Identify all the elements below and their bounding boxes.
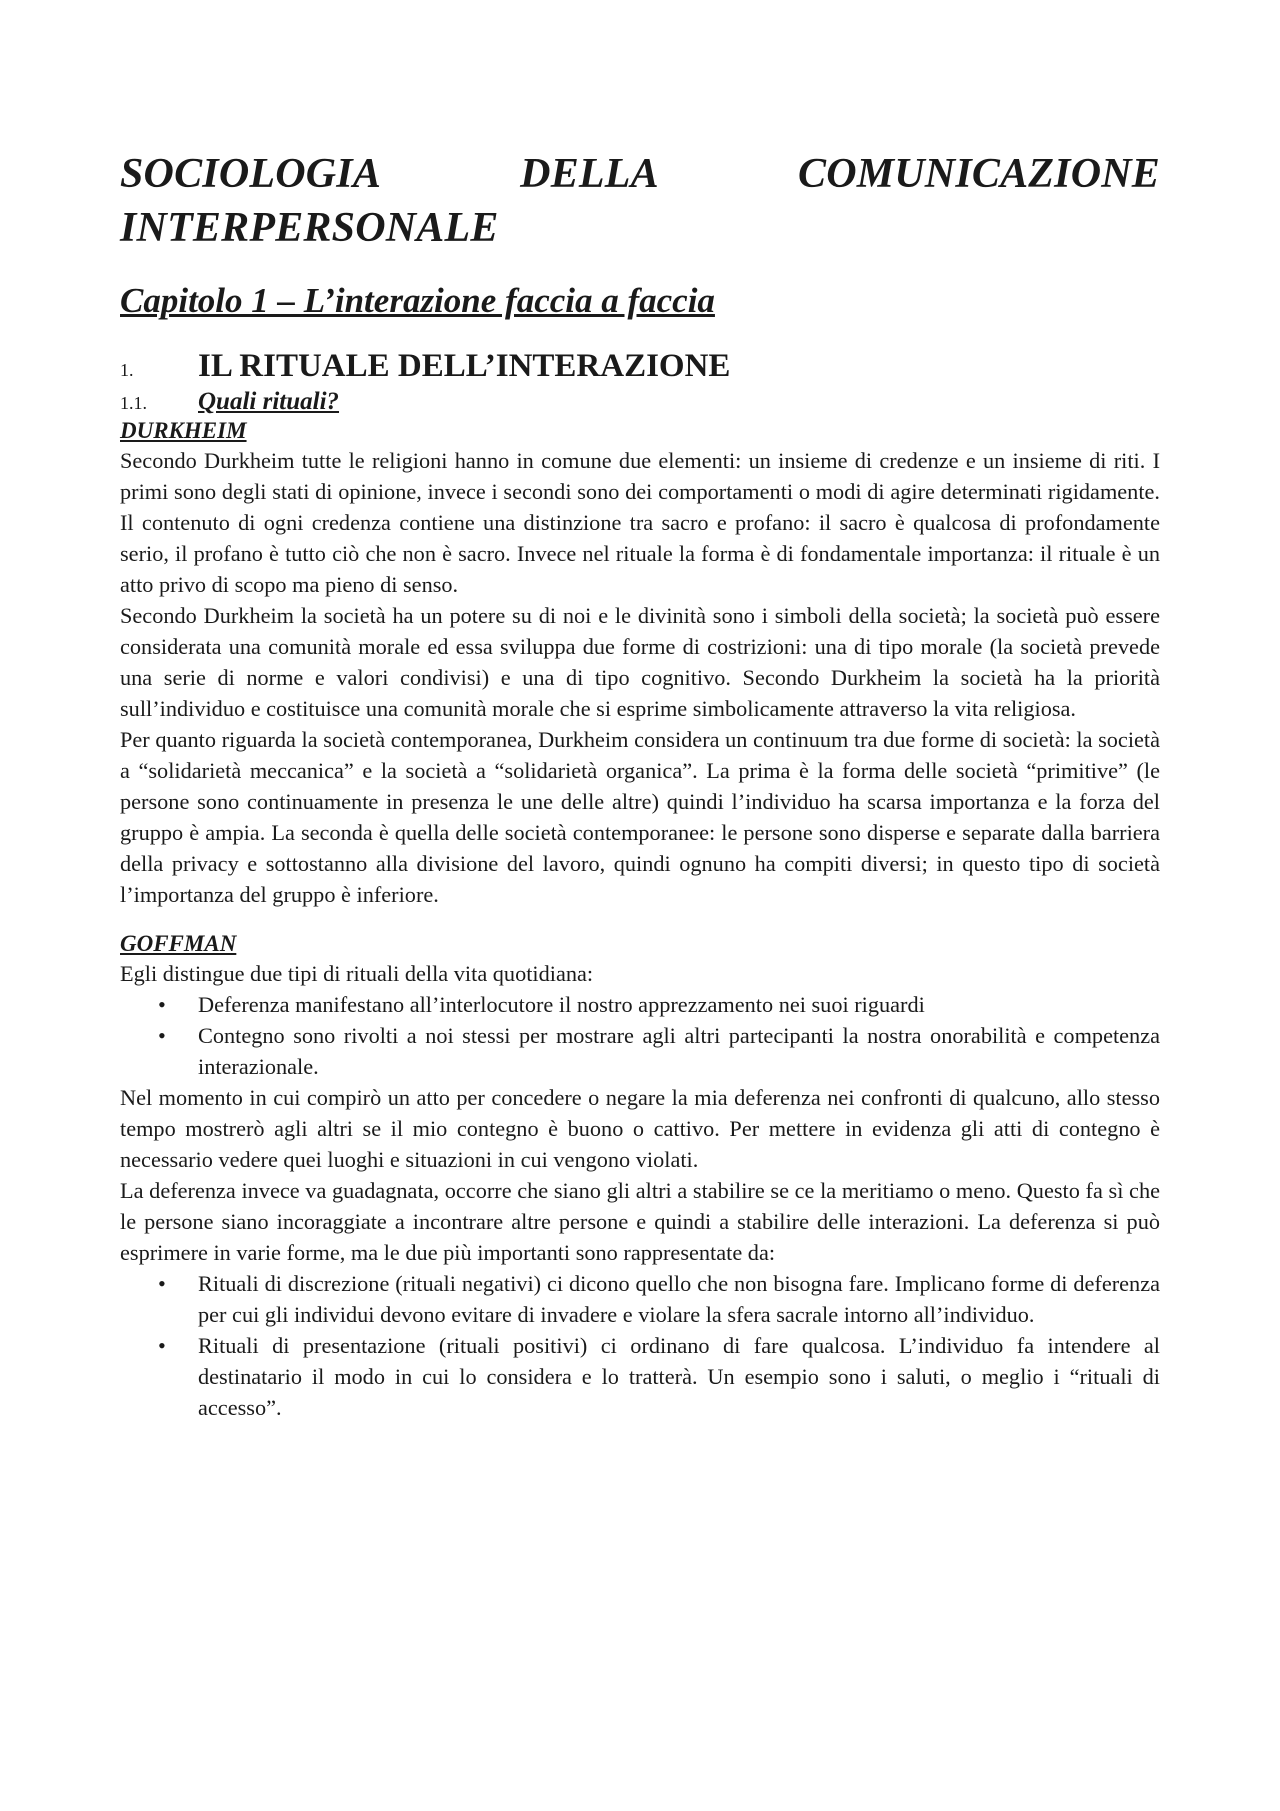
author-heading-durkheim: DURKHEIM [120, 418, 247, 443]
bullet-icon: • [158, 1271, 166, 1296]
list-item [120, 1020, 1160, 1082]
section-heading [120, 345, 1160, 387]
list-item [120, 1330, 1160, 1423]
paragraph: Per quanto riguarda la società contemporanea, Durkheim considera un continuum tra due forme di società: la società a “solidarietà meccanica” e la società a “solidarietà organica”. La prima è la forma delle società “primitive” (le persone sono continuamente in presenza le une delle altre) quindi l’individuo ha scarsa importanza e la forza del gruppo è ampia. La seconda è quella delle società contemporanee: le persone sono disperse e separate dalla barriera della privacy e sottostanno alla divisione del lavoro, quindi ognuno ha compiti diversi; in questo tipo di società l’importanza del gruppo è inferiore. [120, 727, 1160, 907]
section-title: IL RITUALE DELL’INTERAZIONE [198, 348, 731, 384]
bullet-list [120, 989, 1160, 1082]
subsection-number: 1.1. [120, 393, 147, 413]
bullet-list [120, 1268, 1160, 1423]
list-item-text: Contegno sono rivolti a noi stessi per mostrare agli altri partecipanti la nostra onorabilità e competenza interazionale. [198, 1023, 1160, 1079]
list-item-text: Rituali di presentazione (rituali positivi) ci ordinano di fare qualcosa. L’individuo fa intendere al destinatario il modo in cui lo considera e lo tratterà. Un esempio sono i saluti, o meglio i “rituali di accesso”. [198, 1333, 1160, 1420]
chapter-title: Capitolo 1 – L’interazione faccia a faccia [120, 281, 715, 320]
paragraph: Secondo Durkheim la società ha un potere su di noi e le divinità sono i simboli della società; la società può essere considerata una comunità morale ed essa sviluppa due forme di costrizioni: una di tipo morale (la società prevede una serie di norme e valori condivisi) e una di tipo cognitivo. Secondo Durkheim la società ha la priorità sull’individuo e costituisce una comunità morale che si esprime simbolicamente attraverso la vita religiosa. [120, 603, 1160, 721]
paragraph: Secondo Durkheim tutte le religioni hanno in comune due elementi: un insieme di credenze e un insieme di riti. I primi sono degli stati di opinione, invece i secondi sono dei comportamenti o modi di agire determinati rigidamente. Il contenuto di ogni credenza contiene una distinzione tra sacro e profano: il sacro è qualcosa di profondamente serio, il profano è tutto ciò che non è sacro. Invece nel rituale la forma è di fondamentale importanza: il rituale è un atto privo di scopo ma pieno di senso. [120, 448, 1160, 597]
subsection-heading [120, 387, 1160, 417]
list-item-text: Deferenza manifestano all’interlocutore il nostro apprezzamento nei suoi riguardi [198, 992, 925, 1017]
list-item [120, 989, 1160, 1020]
bullet-icon: • [158, 1333, 166, 1358]
document-title: SOCIOLOGIA DELLA COMUNICAZIONE INTERPERSONALE [120, 151, 1160, 251]
bullet-icon: • [158, 1023, 166, 1048]
list-item-text: Rituali di discrezione (rituali negativi) ci dicono quello che non bisogna fare. Implicano forme di deferenza per cui gli individui devono evitare di invadere e violare la sfera sacrale intorno all’individuo. [198, 1271, 1160, 1327]
author-heading-goffman: GOFFMAN [120, 931, 237, 956]
list-item [120, 1268, 1160, 1330]
bullet-icon: • [158, 992, 166, 1017]
paragraph: Egli distingue due tipi di rituali della vita quotidiana: [120, 961, 594, 986]
subsection-title: Quali rituali? [198, 388, 340, 415]
paragraph: Nel momento in cui compirò un atto per concedere o negare la mia deferenza nei confronti di qualcuno, allo stesso tempo mostrerò agli altri se il mio contegno è buono o cattivo. Per mettere in evidenza gli atti di contegno è necessario vedere quei luoghi e situazioni in cui vengono violati. [120, 1085, 1160, 1172]
paragraph: La deferenza invece va guadagnata, occorre che siano gli altri a stabilire se ce la meritiamo o meno. Questo fa sì che le persone siano incoraggiate a incontrare altre persone e quindi a stabilire delle interazioni. La deferenza si può esprimere in varie forme, ma le due più importanti sono rappresentate da: [120, 1178, 1160, 1265]
section-number: 1. [120, 360, 134, 380]
